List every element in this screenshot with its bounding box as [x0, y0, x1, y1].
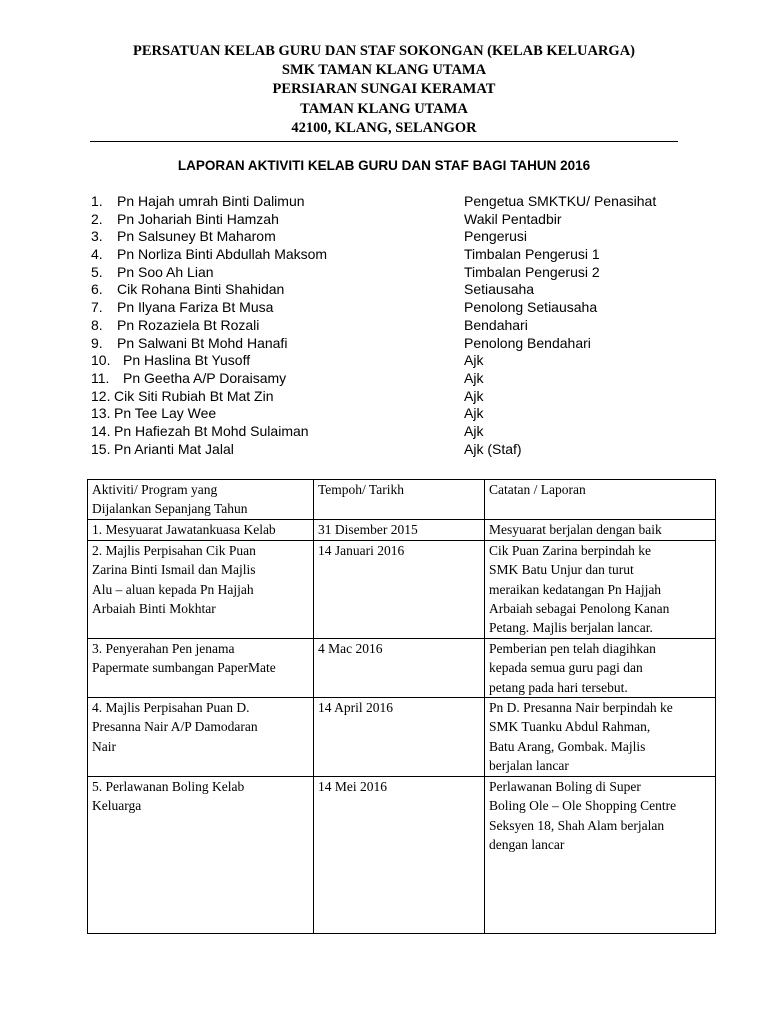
member-name: Pn Johariah Binti Hamzah [117, 210, 279, 227]
member-role: Setiausaha [464, 281, 535, 298]
member-number: 14. [91, 422, 111, 439]
member-name: Cik Siti Rubiah Bt Mat Zin [114, 387, 274, 404]
table-cell [88, 776, 314, 933]
member-role: Timbalan Pengerusi 2 [464, 263, 600, 280]
member-number: 8. [91, 316, 103, 333]
report-text: Cik Puan Zarina berpindah ke SMK Batu Unjur dan turut meraikan kedatangan Pn Hajjah Arbaiah sebagai Penolong Kanan Petang. Majlis berjalan lancar. [489, 542, 670, 636]
report-text: Pemberian pen telah diagihkan kepada semua guru pagi dan petang pada hari tersebut. [489, 640, 656, 695]
member-name: Pn Arianti Mat Jalal [114, 440, 234, 457]
table-row [88, 698, 716, 777]
member-role: Pengerusi [464, 228, 528, 245]
committee-member [91, 317, 691, 335]
member-number: 3. [91, 228, 103, 245]
activity-text: 5. Perlawanan Boling Kelab Keluarga [92, 778, 245, 814]
member-name: Pn Geetha A/P Doraisamy [123, 369, 287, 386]
committee-member [91, 370, 691, 388]
member-number: 7. [91, 299, 103, 316]
table-header-row [88, 480, 716, 520]
member-role: Ajk [464, 369, 484, 386]
table-cell [88, 638, 314, 697]
committee-member [91, 299, 691, 317]
committee-member [91, 211, 691, 229]
member-number: 6. [91, 281, 103, 298]
table-cell [485, 776, 716, 933]
table-header-cell [314, 480, 485, 520]
report-title: LAPORAN AKTIVITI KELAB GURU DAN STAF BAGI TAHUN 2016 [177, 158, 591, 173]
header-report: Catatan / Laporan [489, 482, 586, 497]
letterhead-area: TAMAN KLANG UTAMA [300, 100, 468, 117]
member-name: Pn Tee Lay Wee [114, 405, 217, 422]
table-cell [314, 519, 485, 540]
table-row [88, 638, 716, 697]
header-date: Tempoh/ Tarikh [318, 482, 404, 497]
member-role: Wakil Pentadbir [464, 210, 562, 227]
member-number: 9. [91, 334, 103, 351]
member-role: Timbalan Pengerusi 1 [464, 246, 600, 263]
activity-text: 4. Majlis Perpisahan Puan D. Presanna Nair A/P Damodaran Nair [92, 700, 258, 754]
member-number: 5. [91, 263, 103, 280]
committee-member [91, 335, 691, 353]
activity-text: 1. Mesyuarat Jawatankuasa Kelab [92, 521, 276, 537]
member-number: 11. [91, 369, 110, 386]
committee-member [91, 264, 691, 282]
member-role: Penolong Setiausaha [464, 299, 598, 316]
member-name: Pn Soo Ah Lian [117, 263, 214, 280]
member-role: Ajk (Staf) [464, 440, 522, 457]
member-number: 2. [91, 210, 103, 227]
date-text: 4 Mac 2016 [318, 640, 383, 656]
committee-member [91, 228, 691, 246]
member-role: Penolong Bendahari [464, 334, 591, 351]
committee-member [91, 246, 691, 264]
committee-member [91, 281, 691, 299]
member-role: Ajk [464, 422, 484, 439]
table-cell [314, 540, 485, 638]
table-cell [314, 698, 485, 777]
table-row [88, 540, 716, 638]
member-name: Pn Salsuney Bt Maharom [117, 228, 276, 245]
table-cell [314, 638, 485, 697]
letterhead-street: PERSIARAN SUNGAI KERAMAT [272, 81, 496, 98]
date-text: 14 Mei 2016 [318, 778, 387, 794]
member-name: Pn Haslina Bt Yusoff [123, 352, 251, 369]
report-text: Perlawanan Boling di Super Boling Ole – Ole Shopping Centre Seksyen 18, Shah Alam berjalan dengan lancar [489, 778, 677, 852]
activity-text: 2. Majlis Perpisahan Cik Puan Zarina Binti Ismail dan Majlis Alu – aluan kepada Pn Hajjah Arbaiah Binti Mokhtar [92, 542, 256, 617]
date-text: 31 Disember 2015 [318, 521, 418, 537]
table-row [88, 776, 716, 933]
member-name: Pn Salwani Bt Mohd Hanafi [117, 334, 288, 351]
committee-member [91, 388, 691, 406]
committee-member [91, 193, 691, 211]
table-row [88, 519, 716, 540]
table-cell [314, 776, 485, 933]
member-role: Ajk [464, 387, 484, 404]
table-cell [88, 698, 314, 777]
member-number: 15. [91, 440, 111, 457]
letterhead-organisation: PERSATUAN KELAB GURU DAN STAF SOKONGAN (KELAB KELUARGA) [132, 43, 636, 59]
member-number: 1. [91, 193, 103, 209]
member-name: Cik Rohana Binti Shahidan [117, 281, 285, 298]
date-text: 14 Januari 2016 [318, 542, 405, 558]
committee-member [91, 423, 691, 441]
letterhead-postcode: 42100, KLANG, SELANGOR [291, 119, 477, 136]
member-number: 4. [91, 246, 103, 263]
table-cell [88, 540, 314, 638]
committee-member [91, 352, 691, 370]
report-text: Pn D. Presanna Nair berpindah ke SMK Tuanku Abdul Rahman, Batu Arang, Gombak. Majlis berjalan lancar [489, 700, 673, 774]
letterhead [90, 42, 678, 138]
report-text: Mesyuarat berjalan dengan baik [489, 521, 662, 537]
member-name: Pn Rozaziela Bt Rozali [117, 316, 260, 333]
date-text: 14 April 2016 [318, 700, 394, 716]
table-cell [485, 540, 716, 638]
committee-member [91, 405, 691, 423]
member-name: Pn Hajah umrah Binti Dalimun [117, 193, 305, 209]
member-name: Pn Ilyana Fariza Bt Musa [117, 299, 274, 316]
letterhead-divider [90, 141, 678, 142]
member-role: Pengetua SMKTKU/ Penasihat [464, 193, 657, 209]
committee-member [91, 441, 691, 459]
member-number: 13. [91, 405, 111, 422]
member-name: Pn Hafiezah Bt Mohd Sulaiman [114, 422, 309, 439]
table-header-cell [88, 480, 314, 520]
table-cell [485, 638, 716, 697]
table-header-cell [485, 480, 716, 520]
table-cell [485, 519, 716, 540]
activity-table [87, 479, 716, 934]
letterhead-school: SMK TAMAN KLANG UTAMA [281, 62, 487, 79]
table-cell [485, 698, 716, 777]
member-role: Ajk [464, 352, 484, 369]
committee-list [91, 193, 691, 458]
member-name: Pn Norliza Binti Abdullah Maksom [117, 246, 328, 263]
member-number: 10. [91, 352, 111, 369]
header-activity: Aktiviti/ Program yang Dijalankan Sepanjang Tahun [92, 482, 248, 517]
table-cell [88, 519, 314, 540]
member-number: 12. [91, 387, 111, 404]
member-role: Ajk [464, 405, 484, 422]
member-role: Bendahari [464, 316, 528, 333]
activity-text: 3. Penyerahan Pen jenama Papermate sumbangan PaperMate [92, 640, 276, 676]
